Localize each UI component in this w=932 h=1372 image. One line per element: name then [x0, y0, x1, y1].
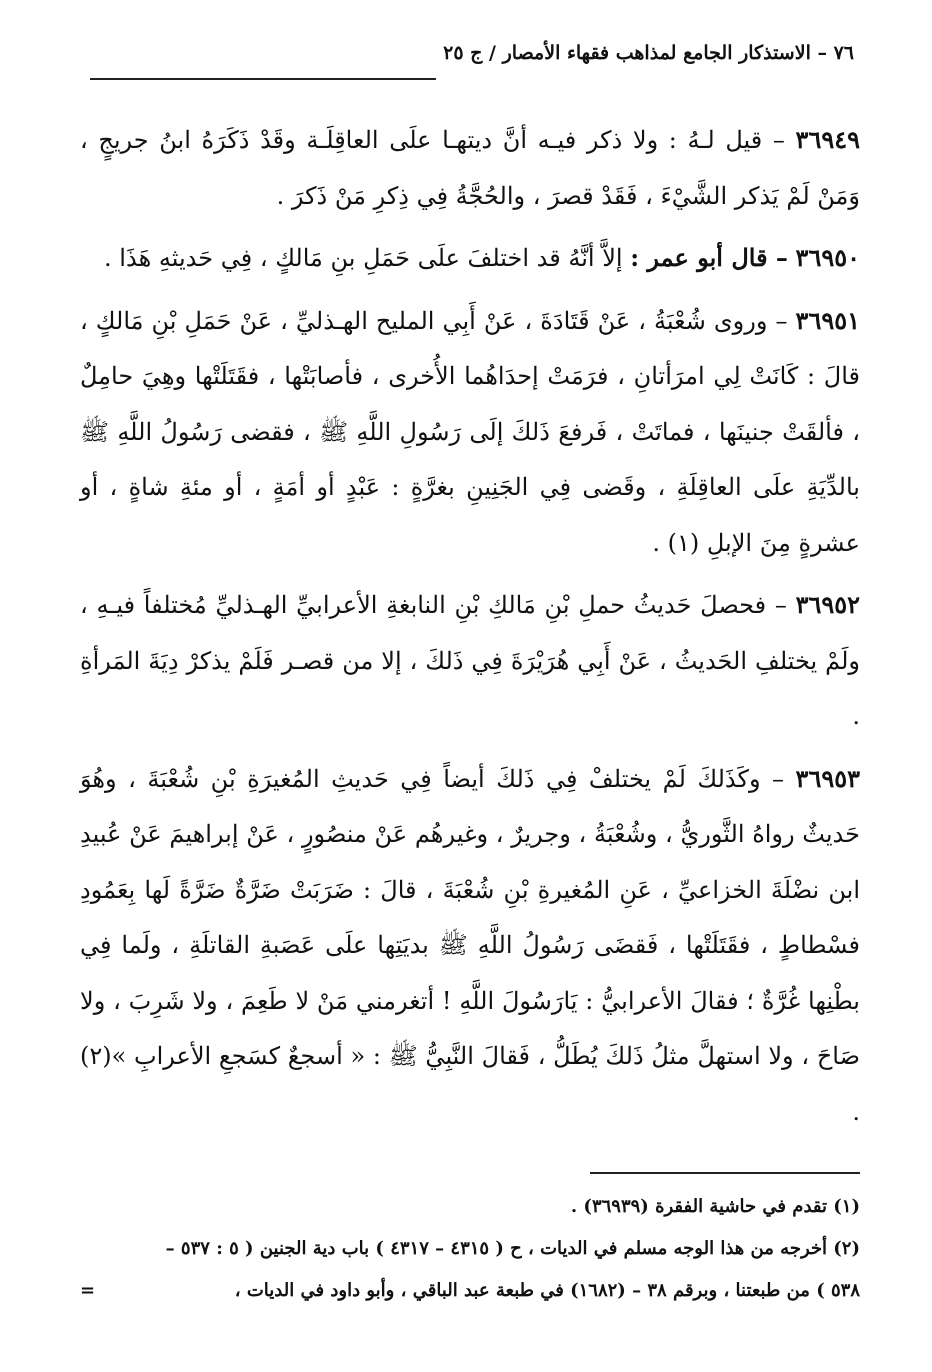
paragraph-number: ٣٦٩٥٢ — [795, 590, 861, 619]
paragraph-number: ٣٦٩٥٣ — [795, 763, 860, 793]
paragraph-number: ٣٦٩٥٠ — [795, 243, 860, 272]
speaker-label: – قال أبو عمر : — [630, 243, 788, 272]
running-header: ٧٦ – الاستذكار الجامع لمذاهب فقهاء الأمصار / ج ٢٥ — [443, 42, 854, 64]
paragraph-number: ٣٦٩٤٩ — [795, 125, 860, 154]
footnote-rule — [590, 1172, 860, 1174]
paragraph-text: – قيل لـهُ : ولا ذكر فيـه أنَّ ديتهـا علَى العاقِلَـة وقَدْ ذَكَرَهُ ابنُ جريجٍ ، وَمَنْ لَمْ يَذكر الشَّيْءَ ، فَقَدْ قصرَ ، والحُجَّةُ فِي ذِكرِ مَنْ ذَكرَ . — [80, 126, 860, 210]
paragraph-number: ٣٦٩٥١ — [795, 305, 860, 335]
paragraph-36951 — [80, 293, 860, 572]
paragraph-36950 — [80, 230, 860, 287]
paragraph-36949 — [80, 112, 860, 224]
header-rule — [90, 78, 436, 80]
footnote-2-text: ٥٣٨ ) من طبعتنا ، وبرقم ٣٨ – (١٦٨٢) في طبعة عبد الباقي ، وأبو داود في الديات ، — [234, 1280, 860, 1301]
paragraph-36952 — [80, 577, 860, 745]
footnote-2-continued — [80, 1270, 860, 1312]
paragraph-text: إلاَّ أنَّهُ قد اختلفَ علَى حَمَلِ بنِ مَالكٍ ، فِي حَديثهِ هَذَا . — [104, 244, 623, 272]
paragraph-text: – وكَذَلكَ لَمْ يختلفْ فِي ذَلكَ أيضاً فِي حَديثِ المُغيرَةِ بْنِ شُعْبَةَ ، وهُوَ حَديثٌ رواهُ الثَّوريُّ ، وشُعْبَةُ ، وجريرٌ ، وغيرهُم عَنْ منصُورٍ ، عَنْ إبراهيمَ عَنْ عُبيدِ ابن نضْلَةَ الخزاعيِّ ، عَنِ المُغيرةِ بْنِ شُعْبَةَ ، قالَ : ضَرَبَتْ ضَرَّةٌ ضَرَّةً لَها بِعَمُودِ فسْطاطٍ ، فقَتَلَتْها ، فَقضَى رَسُولُ اللَّهِ ﷺ بديَتِها علَى عَصَبةِ القاتلَةِ ، ولَما فِي بطْنِها غُرَّةٌ ؛ فقالَ الأعرابيُّ : يَارَسُولَ اللَّهِ ! أتغرمني مَنْ لا طَعِمَ ، ولا شَرِبَ ، ولا صَاحَ ، ولا استهلَّ مثلُ ذَلكَ يُطَلُّ ، فَقالَ النَّبِيُّ ﷺ : « أسجعٌ كسَجعِ الأعرابِ »(٢) . — [80, 764, 860, 1126]
footnote-1: (١) تقدم في حاشية الفقرة (٣٦٩٣٩) . — [570, 1196, 860, 1217]
footnote-2: (٢) أخرجه من هذا الوجه مسلم في الديات ، ح ( ٤٣١٥ – ٤٣١٧ ) باب دية الجنين ( ٥ : ٥٣٧ – — [165, 1238, 860, 1259]
paragraph-text: – وروى شُعْبَةُ ، عَنْ قَتَادَةَ ، عَنْ أَبِي المليح الهـذليِّ ، عَنْ حَمَلِ بْنِ مَالكٍ ، قالَ : كَانَتْ لِي امرَأتانِ ، فرَمَتْ إحدَاهُما الأُخرى ، فأصابَتْها ، فقَتَلَتْها وهِيَ حامِلٌ ، فألقَتْ جنينَها ، فماتَتْ ، فَرفعَ ذَلكَ إلَى رَسُولِ اللَّهِ ﷺ ، فقضى رَسُولُ اللَّهِ ﷺ بالدِّيَةِ علَى العاقِلَةِ ، وقَضى فِي الجَنِينِ بغرَّةٍ : عَبْدٍ أو أمَةٍ ، أو مئةِ شاةٍ ، أو عشرةٍ مِنَ الإبلِ (١) . — [80, 306, 860, 557]
continuation-mark: = — [80, 1280, 96, 1301]
body-text — [80, 112, 860, 1146]
footnotes — [80, 1186, 860, 1312]
paragraph-text: – فحصلَ حَديثُ حملِ بْنِ مَالكِ بْنِ النابغةِ الأعرابيِّ الهـذليِّ مُختلفاً فيـهِ ، ولَمْ يختلفِ الحَديثُ ، عَنْ أَبِي هُرَيْرَةَ فِي ذَلكَ ، إلا من قصـر فَلَمْ يذكرْ دِيَةَ المَرأةِ . — [80, 591, 860, 730]
paragraph-36953 — [80, 751, 860, 1141]
